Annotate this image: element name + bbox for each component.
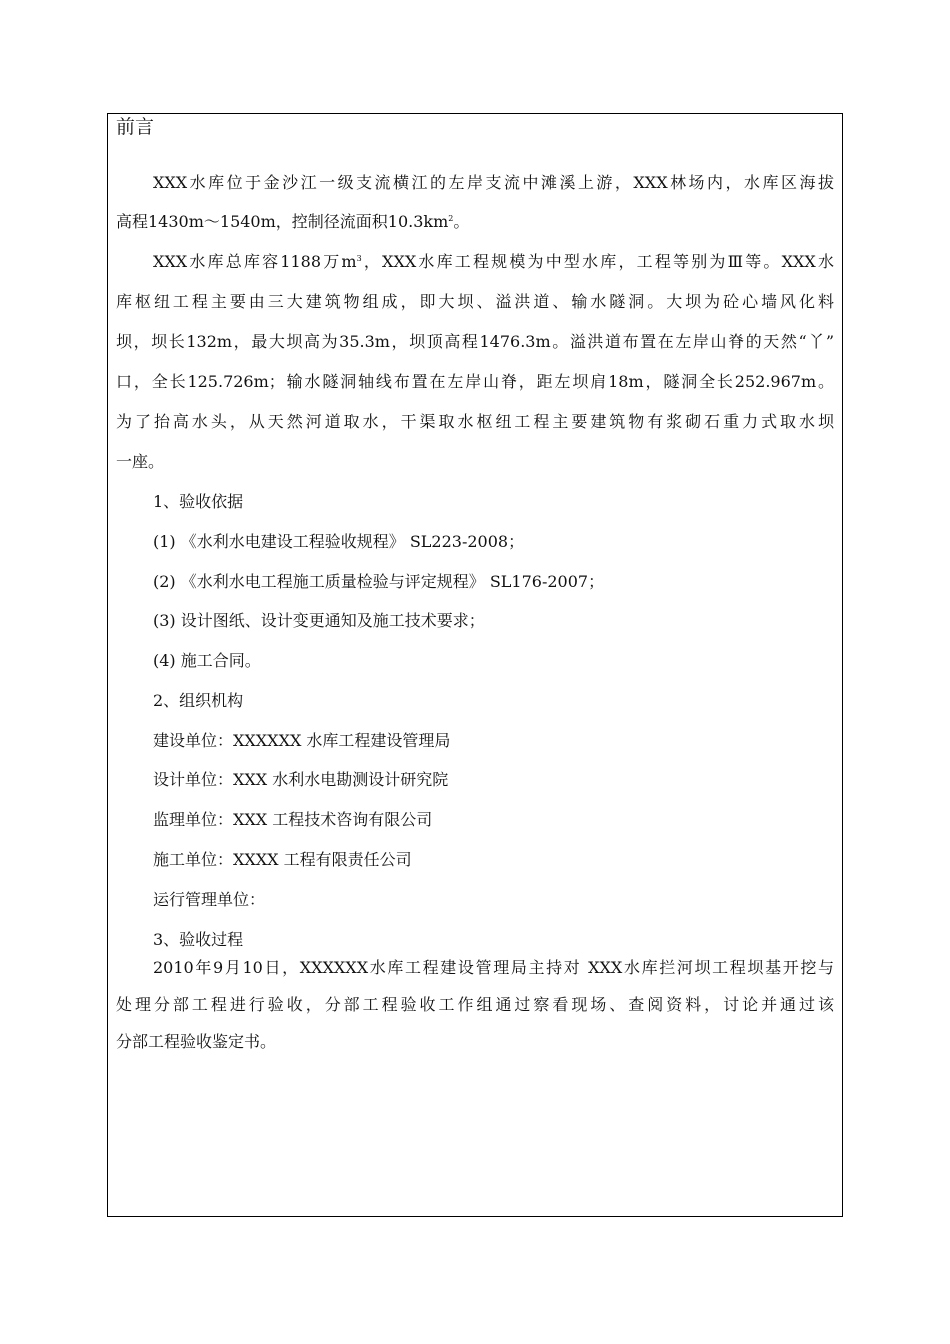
intro-line-2-text: 高程1430m～1540m，控制径流面积10.3km bbox=[116, 212, 449, 231]
org-supervision-unit: 监理单位：XXX 工程技术咨询有限公司 bbox=[153, 810, 433, 829]
org-design-unit: 设计单位：XXX 水利水电勘测设计研究院 bbox=[153, 770, 449, 789]
section-process-title: 3、验收过程 bbox=[153, 930, 244, 949]
scale-line-6: 一座。 bbox=[116, 452, 165, 471]
process-line-3: 分部工程验收鉴定书。 bbox=[116, 1032, 277, 1051]
scale-line-1 bbox=[153, 250, 834, 274]
process-line-1: 2010年9月10日，XXXXXX水库工程建设管理局主持对 XXX水库拦河坝工程坝基开挖与 bbox=[153, 958, 834, 977]
scale-line-1-text: XXX水库总库容1188万m bbox=[153, 252, 357, 271]
scale-line-2: 库枢纽工程主要由三大建筑物组成，即大坝、溢洪道、输水隧洞。大坝为砼心墙风化料 bbox=[116, 292, 834, 311]
org-contractor-unit: 施工单位：XXXX 工程有限责任公司 bbox=[153, 850, 412, 869]
process-line-2: 处理分部工程进行验收，分部工程验收工作组通过察看现场、查阅资料，讨论并通过该 bbox=[116, 995, 834, 1014]
intro-line-2 bbox=[116, 210, 469, 234]
basis-item-3: (3) 设计图纸、设计变更通知及施工技术要求； bbox=[153, 611, 485, 630]
superscript-2: 2 bbox=[448, 214, 454, 223]
scale-line-3: 坝，坝长132m，最大坝高为35.3m，坝顶高程1476.3m。溢洪道布置在左岸山脊的天然“丫” bbox=[116, 332, 834, 351]
org-construction-unit: 建设单位：XXXXXX 水库工程建设管理局 bbox=[153, 731, 451, 750]
section-basis-title: 1、验收依据 bbox=[153, 492, 244, 511]
intro-line-1: XXX水库位于金沙江一级支流横江的左岸支流中滩溪上游，XXX林场内，水库区海拔 bbox=[153, 173, 834, 192]
heading-foreword: 前言 bbox=[116, 116, 155, 138]
org-operation-unit: 运行管理单位： bbox=[153, 890, 266, 909]
basis-item-2: (2) 《水利水电工程施工质量检验与评定规程》 SL176-2007； bbox=[153, 572, 605, 591]
superscript-3: 3 bbox=[356, 254, 362, 263]
basis-item-1: (1) 《水利水电建设工程验收规程》 SL223-2008； bbox=[153, 532, 525, 551]
intro-line-2-end: 。 bbox=[453, 212, 470, 231]
scale-line-5: 为了抬高水头，从天然河道取水，干渠取水枢纽工程主要建筑物有浆砌石重力式取水坝 bbox=[116, 412, 834, 431]
section-org-title: 2、组织机构 bbox=[153, 691, 244, 710]
scale-line-4: 口，全长125.726m；输水隧洞轴线布置在左岸山脊，距左坝肩18m，隧洞全长252.967m。 bbox=[116, 372, 834, 391]
basis-item-4: (4) 施工合同。 bbox=[153, 651, 261, 670]
scale-line-1-rest: ，XXX水库工程规模为中型水库，工程等别为Ⅲ等。XXX水 bbox=[361, 252, 834, 271]
